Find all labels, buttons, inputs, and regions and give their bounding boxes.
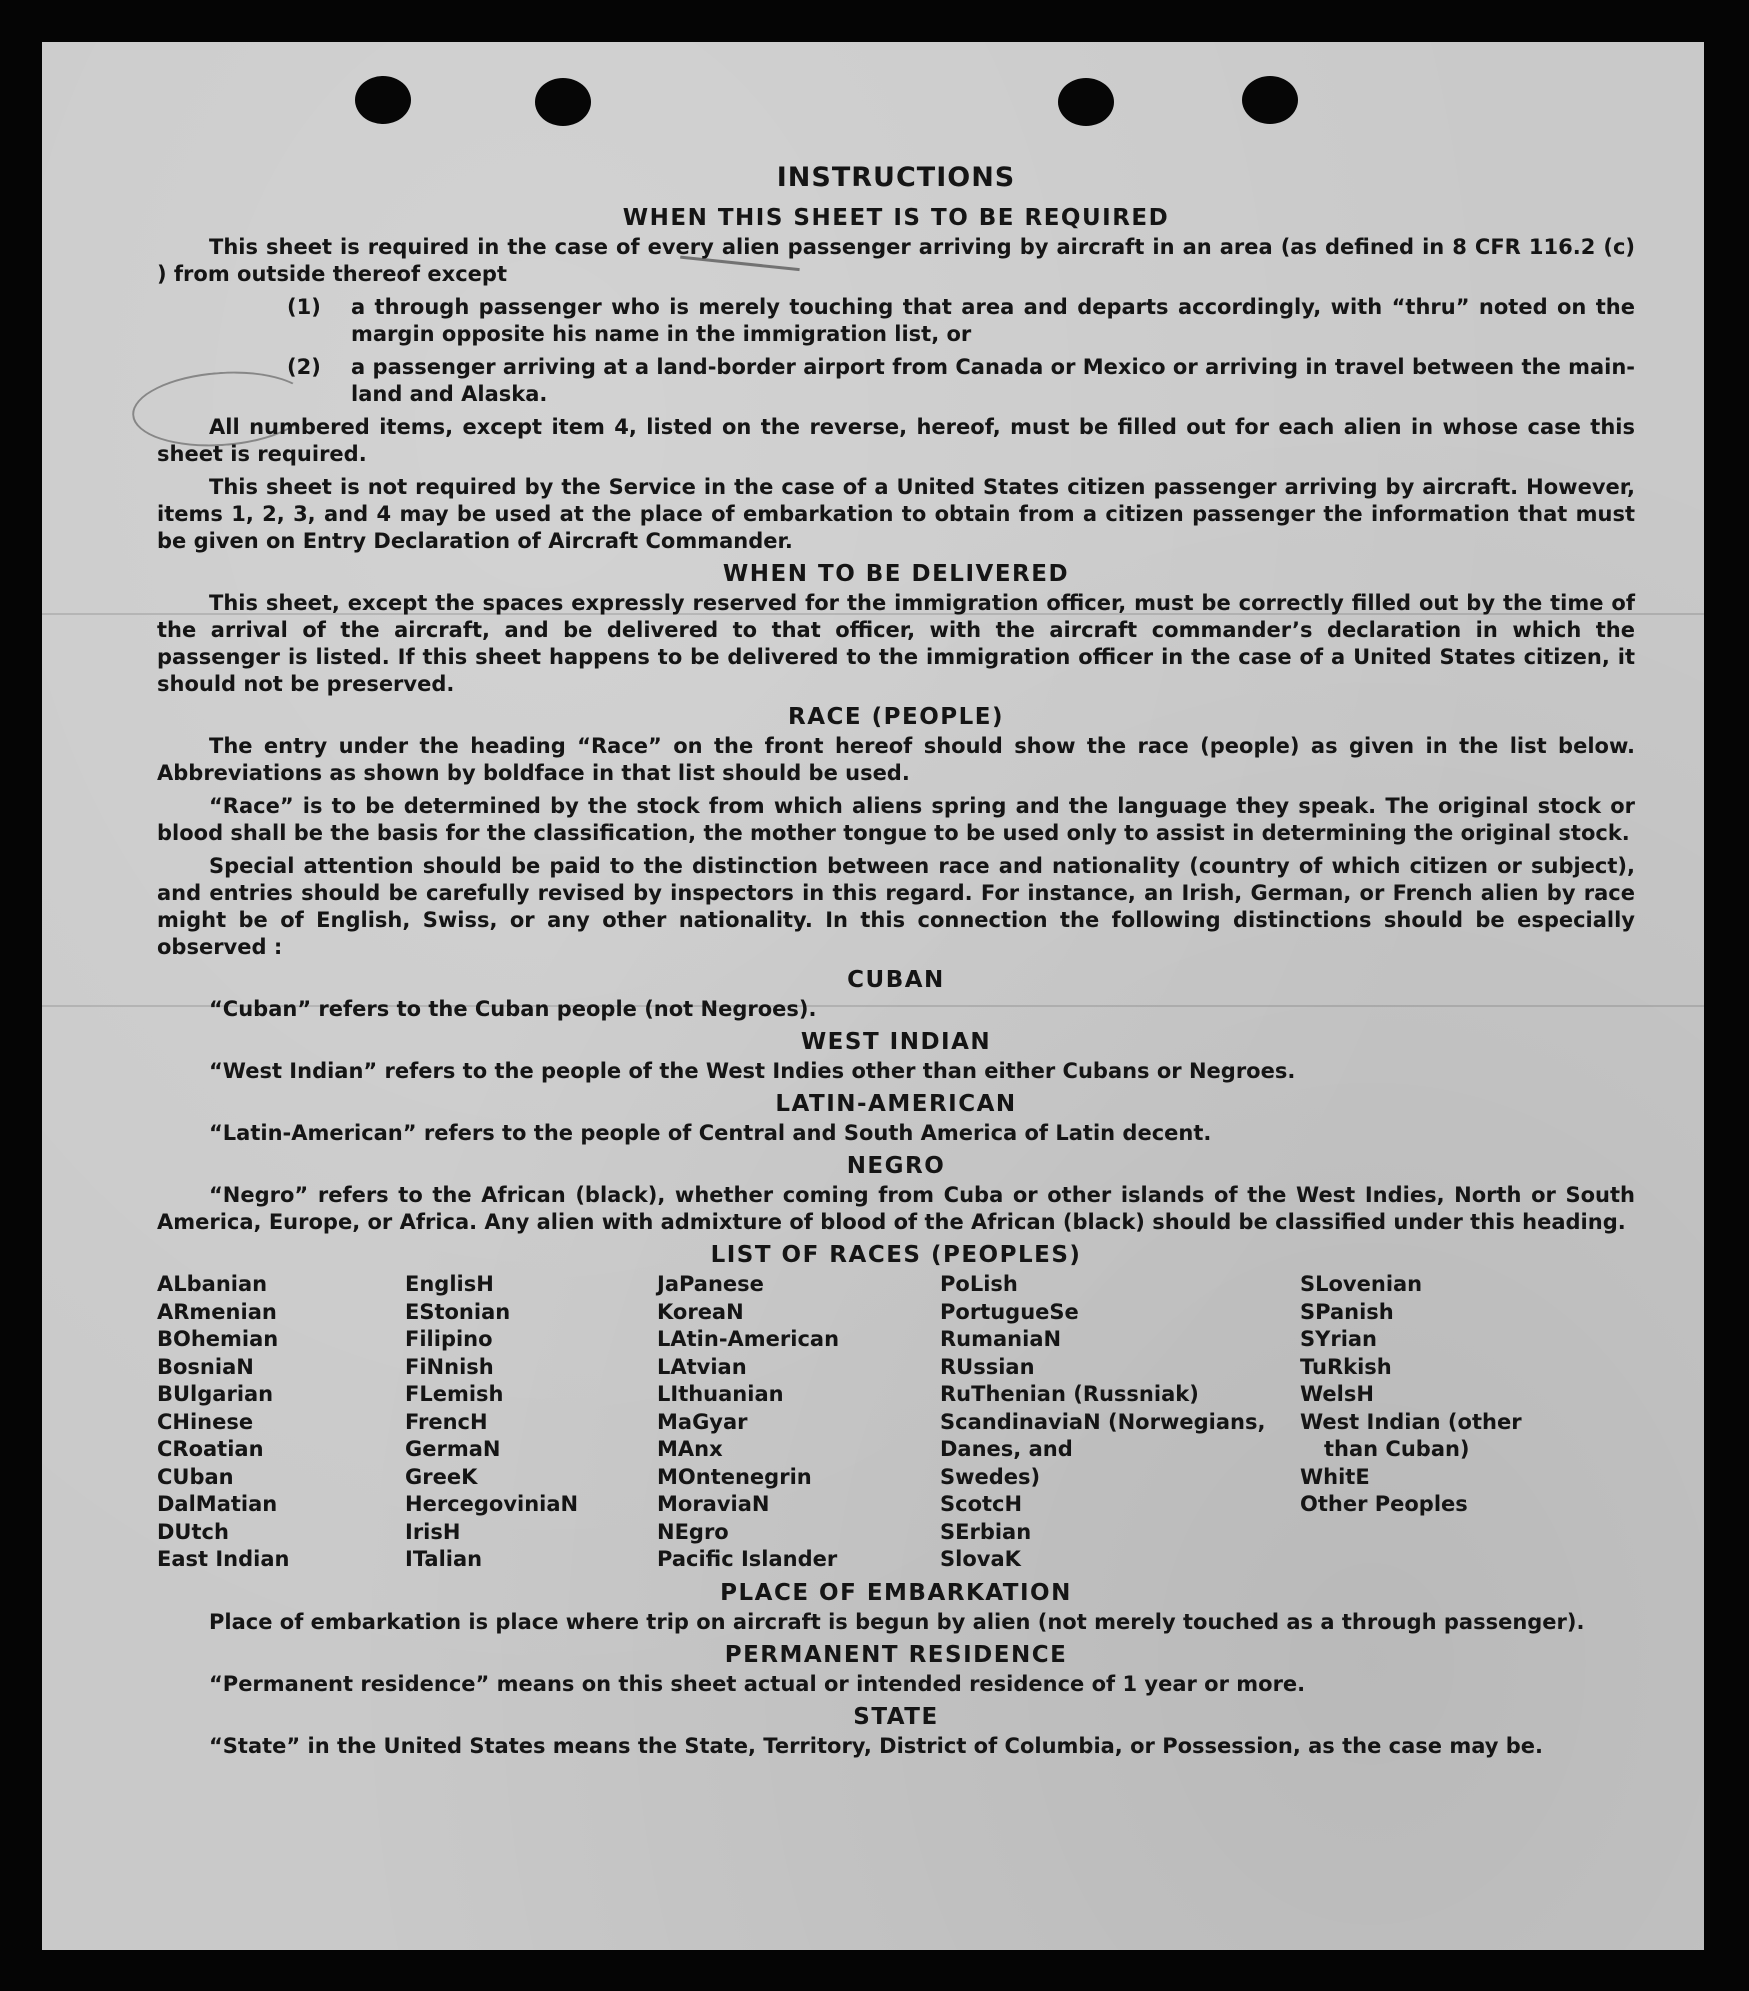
race-item: DUtch bbox=[157, 1519, 229, 1544]
latin-american-text: “Latin-American” refers to the people of Central and South America of Latin decent. bbox=[209, 1121, 1212, 1145]
item-text: a passenger arriving at a land-border airport from Canada or Mexico or arriving in travel between the main-land and Alaska. bbox=[351, 355, 1635, 406]
required-para-2: All numbered items, except item 4, listed on the reverse, hereof, must be filled out for each alien in whose case this sheet is required. bbox=[157, 415, 1635, 466]
race-item: LAtvian bbox=[657, 1354, 747, 1379]
race-para-1: The entry under the heading “Race” on the front hereof should show the race (people) as given in the list below. Abbreviations as shown by boldface in that list should be used. bbox=[157, 734, 1635, 785]
race-item: FiNnish bbox=[405, 1354, 494, 1379]
race-item: JaPanese bbox=[657, 1272, 764, 1296]
punch-hole bbox=[1058, 78, 1114, 126]
section-heading-residence: PERMANENT RESIDENCE bbox=[724, 1641, 1068, 1668]
race-item: EStonian bbox=[405, 1299, 511, 1324]
section-heading-race: RACE (PEOPLE) bbox=[788, 704, 1004, 730]
race-item: GermaN bbox=[405, 1437, 501, 1461]
race-item: FLemish bbox=[405, 1382, 504, 1406]
race-item: CHinese bbox=[157, 1409, 254, 1434]
race-item: CRoatian bbox=[157, 1437, 264, 1461]
race-item: Danes, and bbox=[940, 1437, 1073, 1461]
section-heading-latin-american: LATIN-AMERICAN bbox=[775, 1091, 1017, 1117]
race-item: SYrian bbox=[1300, 1327, 1378, 1351]
required-para-3: This sheet is not required by the Service in the case of a United States citizen passenger arriving by aircraft. However, items 1, 2, 3, and 4 may be used at the place of embarkation to obtain from a citizen passenger the information that must be given on Entry Declaration of Aircraft Commander. bbox=[157, 475, 1635, 553]
race-item: BosniaN bbox=[157, 1354, 254, 1379]
race-item: TuRkish bbox=[1300, 1354, 1392, 1379]
page-title: INSTRUCTIONS bbox=[776, 162, 1016, 193]
race-column bbox=[1300, 1271, 1600, 1574]
instructions-content bbox=[157, 164, 1635, 1766]
embarkation-text: Place of embarkation is place where trip on aircraft is begun by alien (not merely touched as a through passenger). bbox=[209, 1609, 1585, 1634]
race-item: SPanish bbox=[1300, 1299, 1394, 1324]
race-column bbox=[405, 1271, 657, 1574]
race-item: SlovaK bbox=[940, 1547, 1021, 1571]
race-item: MOntenegrin bbox=[657, 1464, 812, 1489]
race-item: Pacific Islander bbox=[657, 1547, 838, 1571]
race-item: CUban bbox=[157, 1464, 234, 1489]
item-number: (2) bbox=[287, 355, 321, 379]
race-list bbox=[157, 1271, 1635, 1574]
race-item: RUssian bbox=[940, 1354, 1035, 1379]
race-item: SErbian bbox=[940, 1519, 1032, 1544]
race-item: FrencH bbox=[405, 1409, 488, 1434]
section-heading-delivered: WHEN TO BE DELIVERED bbox=[722, 561, 1070, 587]
race-item: BUlgarian bbox=[157, 1382, 274, 1406]
document-sheet bbox=[42, 42, 1704, 1950]
race-item: HercegoviniaN bbox=[405, 1492, 579, 1516]
race-item: NEgro bbox=[657, 1519, 729, 1544]
race-item: PoLish bbox=[940, 1272, 1018, 1296]
section-heading-west-indian: WEST INDIAN bbox=[800, 1029, 992, 1055]
race-item: KoreaN bbox=[657, 1299, 744, 1324]
required-intro: This sheet is required in the case of every alien passenger arriving by aircraft in an area (as defined in 8 CFR 116.2 (c) ) from outside thereof except bbox=[157, 235, 1635, 286]
exception-item bbox=[287, 354, 1635, 408]
race-item: MaGyar bbox=[657, 1409, 748, 1434]
section-heading-embarkation: PLACE OF EMBARKATION bbox=[720, 1579, 1072, 1606]
race-item: MoraviaN bbox=[657, 1492, 770, 1516]
race-item: ScandinaviaN (Norwegians, bbox=[940, 1409, 1266, 1434]
race-item: ALbanian bbox=[157, 1272, 268, 1296]
race-item: Swedes) bbox=[940, 1464, 1041, 1489]
punch-hole bbox=[535, 78, 591, 126]
race-item: ScotcH bbox=[940, 1492, 1023, 1516]
race-item: PortugueSe bbox=[940, 1299, 1079, 1324]
race-item: RuThenian (Russniak) bbox=[940, 1382, 1199, 1406]
race-item: East Indian bbox=[157, 1547, 290, 1571]
race-item: BOhemian bbox=[157, 1327, 279, 1351]
race-item: ARmenian bbox=[157, 1299, 277, 1324]
exception-item bbox=[287, 294, 1635, 348]
race-item: West Indian (other bbox=[1300, 1409, 1522, 1434]
race-item: EnglisH bbox=[405, 1272, 494, 1296]
race-item: SLovenian bbox=[1300, 1272, 1423, 1296]
race-item: WelsH bbox=[1300, 1382, 1374, 1406]
race-item: RumaniaN bbox=[940, 1327, 1062, 1351]
race-item: IrisH bbox=[405, 1519, 461, 1544]
race-column bbox=[157, 1271, 405, 1574]
race-para-3: Special attention should be paid to the distinction between race and nationality (country of which citizen or subject), and entries should be carefully revised by inspectors in this regard. For instance, an Irish, German, or French alien by race might be of English, Swiss, or any other nationality. In this connection the following distinctions should be especially observed : bbox=[157, 854, 1635, 959]
race-item: GreeK bbox=[405, 1464, 478, 1489]
race-column bbox=[657, 1271, 940, 1574]
race-item: LIthuanian bbox=[657, 1382, 784, 1406]
residence-text: “Permanent residence” means on this sheet actual or intended residence of 1 year or more. bbox=[209, 1671, 1306, 1696]
section-heading-required: WHEN THIS SHEET IS TO BE REQUIRED bbox=[622, 205, 1170, 231]
item-text: a through passenger who is merely touching that area and departs accordingly, with “thru” noted on the margin opposite his name in the immigration list, or bbox=[351, 295, 1635, 346]
race-column bbox=[940, 1271, 1300, 1574]
cuban-text: “Cuban” refers to the Cuban people (not Negroes). bbox=[209, 997, 817, 1021]
race-item: LAtin-American bbox=[657, 1327, 840, 1351]
race-item: Other Peoples bbox=[1300, 1492, 1468, 1516]
race-item: Filipino bbox=[405, 1327, 493, 1351]
west-indian-text: “West Indian” refers to the people of the West Indies other than either Cubans or Negroes. bbox=[209, 1059, 1296, 1083]
state-text: “State” in the United States means the State, Territory, District of Columbia, or Possession, as the case may be. bbox=[209, 1733, 1543, 1758]
section-heading-negro: NEGRO bbox=[846, 1153, 946, 1179]
race-para-2: “Race” is to be determined by the stock from which aliens spring and the language they speak. The original stock or blood shall be the basis for the classification, the mother tongue to be used only to assist in determining the original stock. bbox=[157, 794, 1635, 845]
race-item: than Cuban) bbox=[1324, 1437, 1470, 1461]
punch-hole bbox=[1242, 76, 1298, 124]
punch-hole bbox=[355, 76, 411, 124]
section-heading-cuban: CUBAN bbox=[847, 967, 945, 993]
race-item: ITalian bbox=[405, 1547, 483, 1571]
negro-text: “Negro” refers to the African (black), whether coming from Cuba or other islands of the West Indies, North or South America, Europe, or Africa. Any alien with admixture of blood of the African (black) should be classified under this heading. bbox=[157, 1183, 1635, 1234]
section-heading-state: STATE bbox=[853, 1703, 939, 1730]
section-heading-list-of-races: LIST OF RACES (PEOPLES) bbox=[710, 1242, 1082, 1268]
delivered-text: This sheet, except the spaces expressly reserved for the immigration officer, must be correctly filled out by the time of the arrival of the aircraft, and be delivered to that officer, with the aircraft commander’s declaration in which the passenger is listed. If this sheet happens to be delivered to the immigration officer in the case of a United States citizen, it should not be preserved. bbox=[157, 591, 1635, 696]
race-item: DalMatian bbox=[157, 1492, 278, 1516]
race-item: WhitE bbox=[1300, 1464, 1370, 1489]
item-number: (1) bbox=[287, 295, 321, 319]
race-item: MAnx bbox=[657, 1437, 723, 1461]
